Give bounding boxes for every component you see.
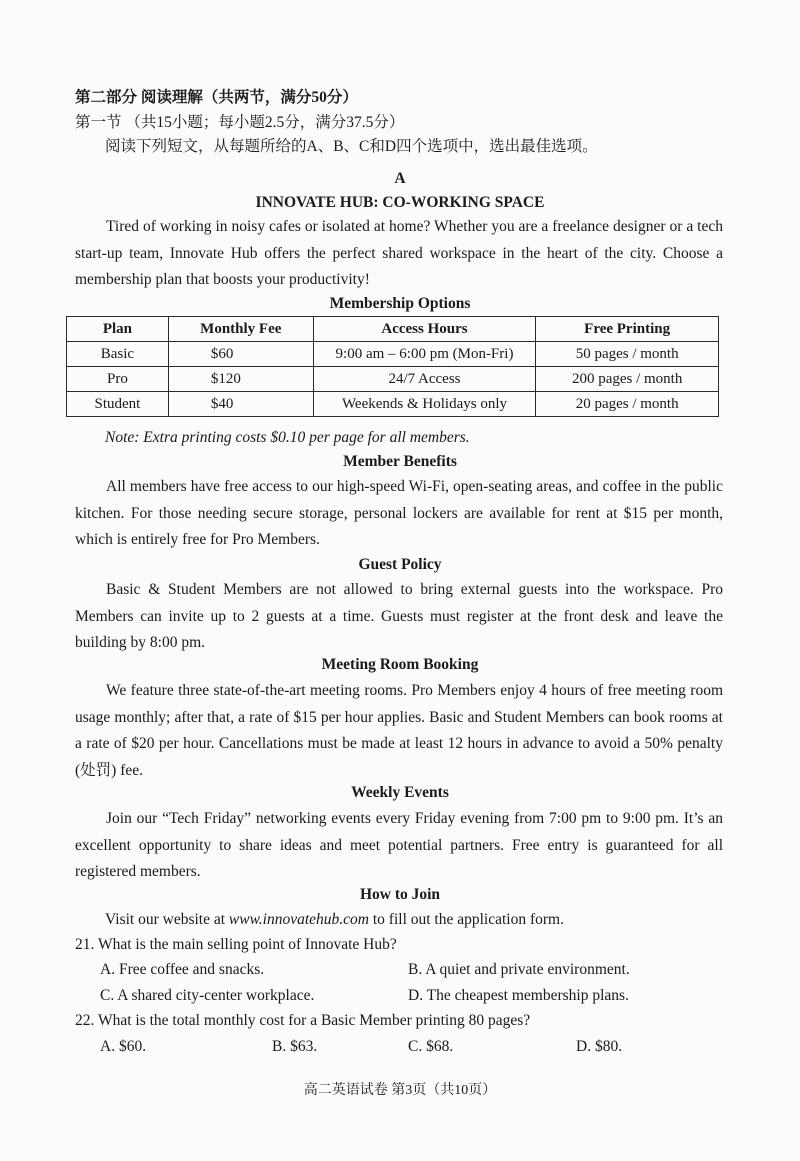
page-footer: 高二英语试卷 第3页（共10页） bbox=[303, 1083, 497, 1098]
cell-fee: $60 bbox=[168, 342, 313, 367]
benefits-title: Member Benefits bbox=[343, 453, 457, 470]
cell-plan: Pro bbox=[67, 367, 169, 392]
question-21-stem: 21. What is the main selling point of Innovate Hub? bbox=[75, 936, 397, 953]
passage-letter: A bbox=[394, 170, 406, 187]
benefits-paragraph: All members have free access to our high-speed Wi-Fi, open-seating areas, and coffee in the public kitchen. For those needing secure storage, personal lockers are available for rent at $15 per month, which is entirely free for Pro Members. bbox=[75, 478, 723, 549]
meeting-room-title: Meeting Room Booking bbox=[321, 656, 479, 673]
cell-hours: 9:00 am – 6:00 pm (Mon-Fri) bbox=[313, 342, 536, 367]
cell-hours: Weekends & Holidays only bbox=[313, 392, 536, 417]
meeting-room-paragraph: We feature three state-of-the-art meeting rooms. Pro Members enjoy 4 hours of free meeting room usage monthly; after that, a rate of $15 per hour applies. Basic and Student Members can book rooms at a rate of $20 per hour. Cancellations must be made at least 12 hours in advance to avoid a 50% penalty (处罚) fee. bbox=[75, 682, 723, 779]
cell-hours: 24/7 Access bbox=[313, 367, 536, 392]
cell-plan: Basic bbox=[67, 342, 169, 367]
cell-fee: $40 bbox=[168, 392, 313, 417]
how-to-join-title: How to Join bbox=[359, 886, 441, 903]
table-row bbox=[67, 392, 719, 417]
table-note: Note: Extra printing costs $0.10 per page for all members. bbox=[105, 429, 470, 446]
cell-plan: Student bbox=[67, 392, 169, 417]
cell-printing: 50 pages / month bbox=[536, 342, 719, 367]
intro-paragraph: Tired of working in noisy cafes or isolated at home? Whether you are a freelance designer or a tech start-up team, Innovate Hub offers the perfect shared workspace in the heart of the city. Choose a membership plan that boosts your productivity! bbox=[75, 218, 723, 289]
weekly-events-title: Weekly Events bbox=[351, 784, 449, 801]
question-22-option-d[interactable]: D. $80. bbox=[576, 1038, 623, 1055]
table-header-row bbox=[67, 317, 719, 342]
cell-printing: 20 pages / month bbox=[536, 392, 719, 417]
website-link[interactable]: www.innovatehub.com bbox=[228, 911, 369, 928]
header-free-printing: Free Printing bbox=[536, 317, 719, 342]
join-text-after: to fill out the application form. bbox=[368, 911, 564, 928]
header-access-hours: Access Hours bbox=[313, 317, 536, 342]
question-21-option-a[interactable]: A. Free coffee and snacks. bbox=[100, 961, 265, 978]
passage-title: INNOVATE HUB: CO-WORKING SPACE bbox=[255, 194, 545, 211]
question-22-option-c[interactable]: C. $68. bbox=[408, 1038, 454, 1055]
how-to-join-line bbox=[105, 909, 564, 931]
question-21-option-b[interactable]: B. A quiet and private environment. bbox=[408, 961, 630, 978]
weekly-events-paragraph: Join our “Tech Friday” networking events every Friday evening from 7:00 pm to 9:00 pm. It’s an excellent opportunity to share ideas and meet potential partners. Free entry is guaranteed for all registered members. bbox=[75, 810, 723, 881]
cell-fee: $120 bbox=[168, 367, 313, 392]
question-21-option-c[interactable]: C. A shared city-center workplace. bbox=[100, 987, 315, 1004]
question-22-option-b[interactable]: B. $63. bbox=[272, 1038, 318, 1055]
membership-table bbox=[66, 316, 719, 417]
question-21-option-d[interactable]: D. The cheapest membership plans. bbox=[408, 987, 629, 1004]
table-title: Membership Options bbox=[329, 295, 471, 312]
subsection-title: 第一节 （共15小题；每小题2.5分，满分37.5分） bbox=[75, 114, 405, 131]
guest-policy-paragraph: Basic & Student Members are not allowed to bring external guests into the workspace. Pro Members can invite up to 2 guests at a time. Guests must register at the front desk and leave the building by 8:00 pm. bbox=[75, 581, 723, 652]
table-row bbox=[67, 342, 719, 367]
part-title: 第二部分 阅读理解（共两节，满分50分） bbox=[75, 89, 358, 106]
header-plan: Plan bbox=[67, 317, 169, 342]
guest-policy-title: Guest Policy bbox=[358, 556, 442, 573]
table-row bbox=[67, 367, 719, 392]
question-22-option-a[interactable]: A. $60. bbox=[100, 1038, 147, 1055]
join-text-before: Visit our website at bbox=[105, 911, 229, 928]
question-22-stem: 22. What is the total monthly cost for a Basic Member printing 80 pages? bbox=[75, 1012, 531, 1029]
header-monthly-fee: Monthly Fee bbox=[168, 317, 313, 342]
instruction: 阅读下列短文，从每题所给的A、B、C和D四个选项中，选出最佳选项。 bbox=[105, 138, 598, 155]
cell-printing: 200 pages / month bbox=[536, 367, 719, 392]
